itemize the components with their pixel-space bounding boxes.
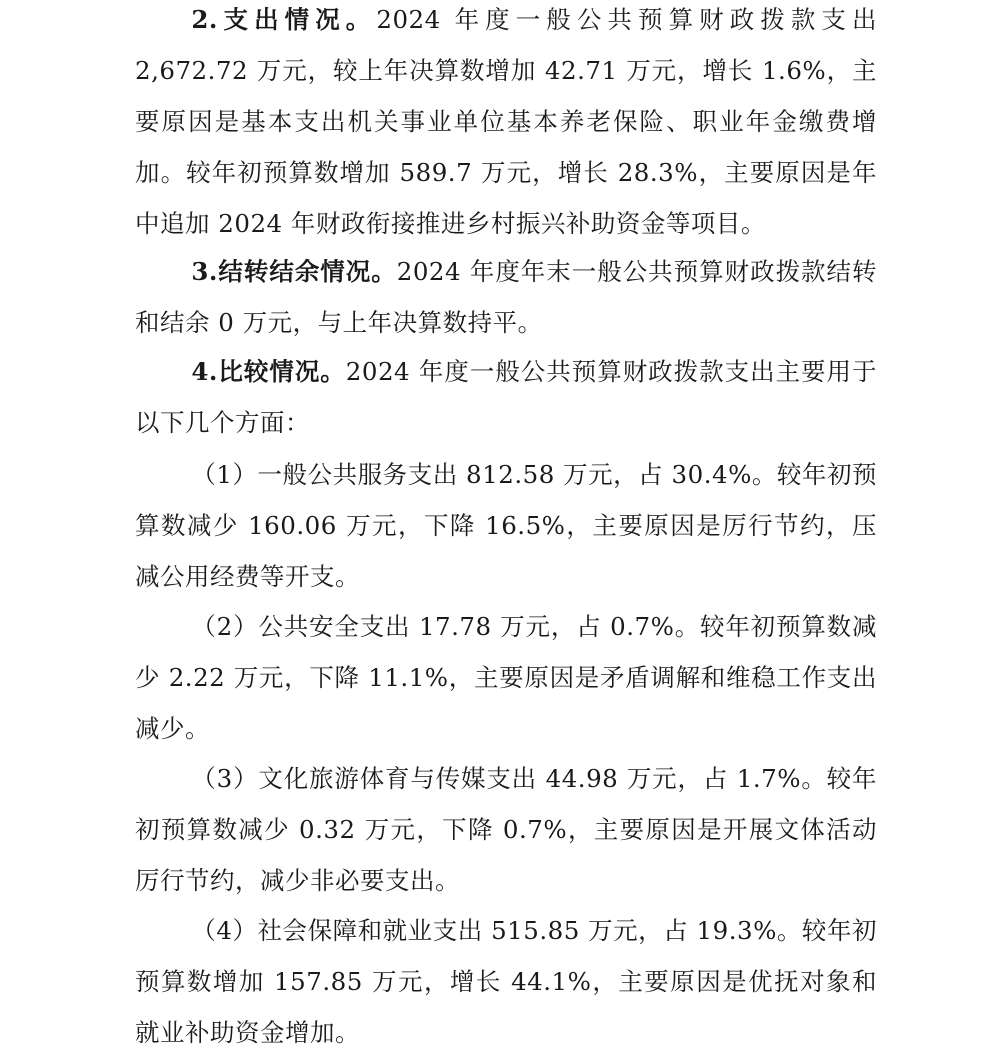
section-body: 2024 年度一般公共预算财政拨款支出主要用于以下几个方面： [135, 357, 877, 437]
section-expenditure [135, 0, 877, 249]
section-comparison [135, 346, 877, 448]
section-heading: 3.结转结余情况。 [191, 257, 397, 286]
list-item: （1）一般公共服务支出 812.58 万元，占 30.4%。较年初预算数减少 160.06 万元，下降 16.5%，主要原因是厉行节约，压减公用经费等开支。 [135, 460, 877, 591]
section-carryover [135, 246, 877, 348]
section-body: 2024 年度年末一般公共预算财政拨款结转和结余 0 万元，与上年决算数持平。 [135, 257, 877, 337]
list-item: （3）文化旅游体育与传媒支出 44.98 万元，占 1.7%。较年初预算数减少 0.32 万元，下降 0.7%，主要原因是开展文体活动厉行节约，减少非必要支出。 [135, 764, 877, 895]
section-body: 2024 年度一般公共预算财政拨款支出 2,672.72 万元，较上年决算数增加 42.71 万元，增长 1.6%，主要原因是基本支出机关事业单位基本养老保险、职业年金缴费增加。较年初预算数增加 589.7 万元，增长 28.3%，主要原因是年中追加 2024 年财政衔接推进乡村振兴补助资金等项目。 [135, 5, 878, 238]
list-item: （2）公共安全支出 17.78 万元，占 0.7%。较年初预算数减少 2.22 万元，下降 11.1%，主要原因是矛盾调解和维稳工作支出减少。 [135, 612, 877, 743]
section-heading: 4.比较情况。 [191, 357, 346, 386]
list-item: （4）社会保障和就业支出 515.85 万元，占 19.3%。较年初预算数增加 157.85 万元，增长 44.1%，主要原因是优抚对象和就业补助资金增加。 [135, 916, 877, 1047]
section-heading: 2.支出情况。 [191, 5, 377, 34]
